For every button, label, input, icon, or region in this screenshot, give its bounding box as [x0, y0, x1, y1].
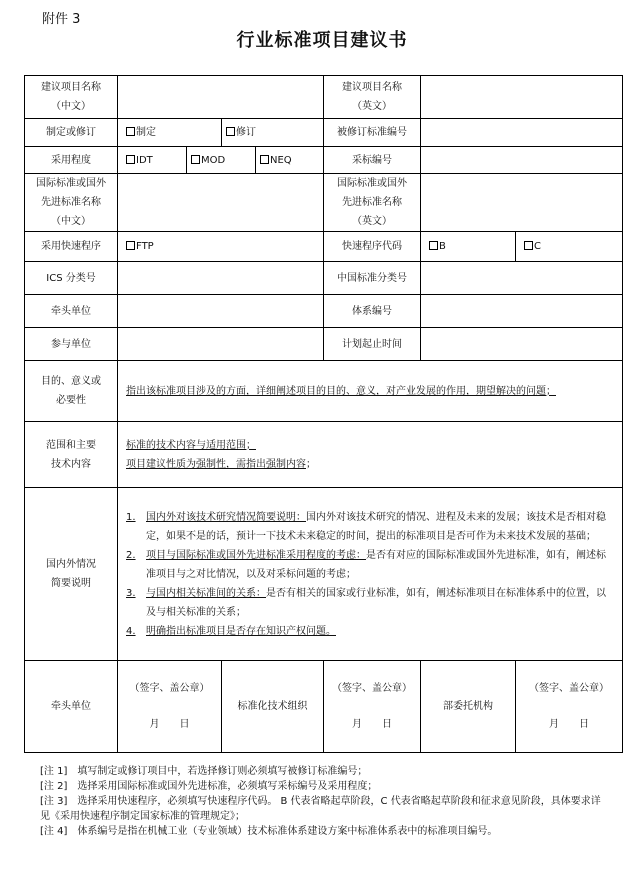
situation-label: 国内外情况 简要说明	[25, 488, 118, 661]
name-en-field[interactable]	[421, 76, 623, 119]
situation-item: 1. 国内外对该技术研究情况简要说明：国内外对该技术研究的情况、进程及未来的发展；该技术是否相对稳定，如果不是的话，预计一下技术未来稳定的时间，提出的标准项目是否可作为未来技术发展的基础；	[126, 511, 606, 542]
name-en-label: 建议项目名称 （英文）	[324, 76, 421, 119]
notes	[40, 764, 610, 839]
intl-en-field[interactable]	[421, 174, 623, 232]
fast-label: 采用快速程序	[25, 232, 118, 262]
checkbox-icon	[126, 241, 135, 250]
ftp-checkbox[interactable]: FTP	[118, 232, 324, 262]
intl-cn-label: 国际标准或国外 先进标准名称 （中文）	[25, 174, 118, 232]
adopt-no-field[interactable]	[421, 147, 623, 174]
page-title: 行业标准项目建议书	[236, 30, 408, 51]
scope-field[interactable]: 标准的技术内容与适用范围； 项目建议性质为强制性，需指出强制内容；	[118, 422, 623, 488]
sign-lead-field[interactable]: （签字、盖公章） 月 日	[118, 661, 222, 753]
purpose-label: 目的、意义或 必要性	[25, 361, 118, 422]
purpose-field[interactable]: 指出该标准项目涉及的方面，详细阐述项目的目的、意义，对产业发展的作用，期望解决的问题；	[118, 361, 623, 422]
sign-tc-label: 标准化技术组织	[222, 661, 324, 753]
revised-no-field[interactable]	[421, 119, 623, 147]
plan-time-field[interactable]	[421, 328, 623, 361]
participant-field[interactable]	[118, 328, 324, 361]
situation-item: 2. 项目与国际标准或国外先进标准采用程度的考虑：是否有对应的国际标准或国外先进标准，如有，阐述标准项目与之对比情况，以及对采标问题的考虑；	[126, 549, 606, 580]
sign-lead-label: 牵头单位	[25, 661, 118, 753]
mod-checkbox[interactable]: MOD	[187, 147, 256, 174]
ccs-field[interactable]	[421, 262, 623, 295]
revise-checkbox[interactable]: 修订	[222, 119, 324, 147]
sign-tc-field[interactable]: （签字、盖公章） 月 日	[324, 661, 421, 753]
attachment-label: 附件 3	[42, 12, 81, 27]
checkbox-icon	[126, 127, 135, 136]
ics-label: ICS 分类号	[25, 262, 118, 295]
scope-label: 范围和主要 技术内容	[25, 422, 118, 488]
revise-label: 制定或修订	[25, 119, 118, 147]
checkbox-icon	[126, 155, 135, 164]
system-no-label: 体系编号	[324, 295, 421, 328]
lead-field[interactable]	[118, 295, 324, 328]
b-checkbox[interactable]: B	[421, 232, 516, 262]
sign-dept-field[interactable]: （签字、盖公章） 月 日	[516, 661, 623, 753]
ics-field[interactable]	[118, 262, 324, 295]
name-cn-field[interactable]	[118, 76, 324, 119]
system-no-field[interactable]	[421, 295, 623, 328]
checkbox-icon	[429, 241, 438, 250]
adopt-no-label: 采标编号	[324, 147, 421, 174]
plan-time-label: 计划起止时间	[324, 328, 421, 361]
establish-checkbox[interactable]: 制定	[118, 119, 222, 147]
fast-code-label: 快速程序代码	[324, 232, 421, 262]
note: [注 3] 选择采用快速程序，必须填写快速程序代码。 B 代表省略起草阶段，C 代表省略起草阶段和征求意见阶段，具体要求详见《采用快速程序制定国家标准的管理规定》；	[40, 796, 601, 822]
sign-dept-label: 部委托机构	[421, 661, 516, 753]
intl-cn-field[interactable]	[118, 174, 324, 232]
note: [注 1] 填写制定或修订项目中，若选择修订则必须填写被修订标准编号；	[40, 766, 368, 777]
c-checkbox[interactable]: C	[516, 232, 623, 262]
intl-en-label: 国际标准或国外 先进标准名称 （英文）	[324, 174, 421, 232]
neq-checkbox[interactable]: NEQ	[256, 147, 324, 174]
checkbox-icon	[226, 127, 235, 136]
situation-item: 4. 明确指出标准项目是否存在知识产权问题。	[126, 625, 336, 637]
note: [注 4] 体系编号是指在机械工业（专业领域）技术标准体系建设方案中标准体系表中的标准项目编号。	[40, 826, 498, 837]
ccs-label: 中国标准分类号	[324, 262, 421, 295]
situation-field[interactable]	[118, 488, 623, 661]
idt-checkbox[interactable]: IDT	[118, 147, 187, 174]
checkbox-icon	[191, 155, 200, 164]
note: [注 2] 选择采用国际标准或国外先进标准，必须填写采标编号及采用程度；	[40, 781, 378, 792]
lead-label: 牵头单位	[25, 295, 118, 328]
name-cn-label: 建议项目名称 （中文）	[25, 76, 118, 119]
proposal-form	[24, 75, 623, 753]
situation-item: 3. 与国内相关标准间的关系：是否有相关的国家或行业标准，如有，阐述标准项目在标准体系中的位置，以及与相关标准的关系；	[126, 587, 606, 618]
revised-no-label: 被修订标准编号	[324, 119, 421, 147]
adopt-label: 采用程度	[25, 147, 118, 174]
checkbox-icon	[524, 241, 533, 250]
checkbox-icon	[260, 155, 269, 164]
participant-label: 参与单位	[25, 328, 118, 361]
